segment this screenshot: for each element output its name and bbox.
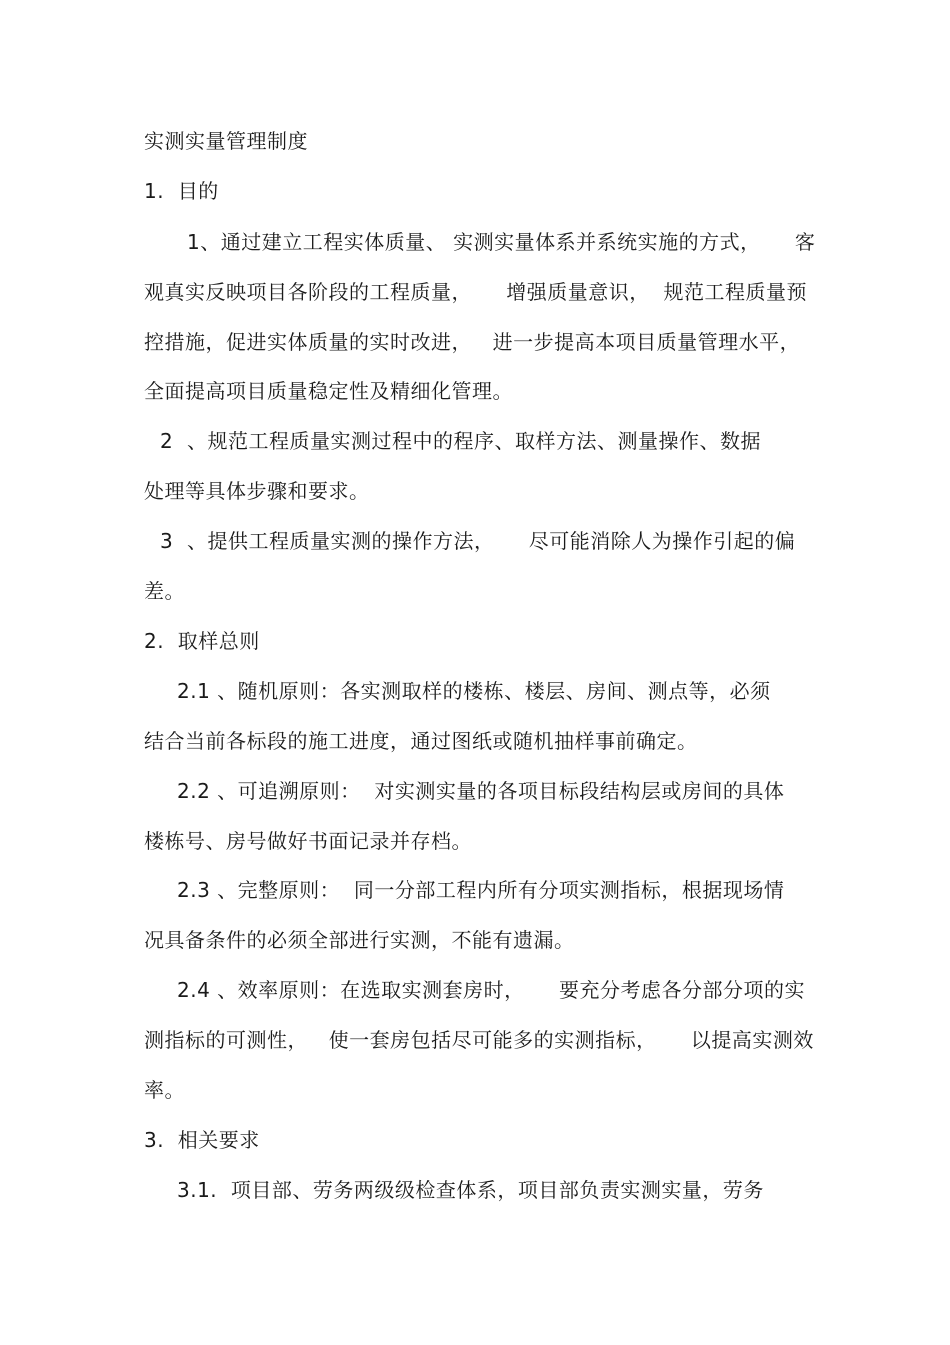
paragraph-line: 处理等具体步骤和要求。 — [144, 479, 370, 503]
section-heading: 2. 取样总则 — [144, 629, 260, 653]
paragraph-line: 楼栋号、房号做好书面记录并存档。 — [144, 829, 472, 853]
paragraph-line: 测指标的可测性， 使一套房包括尽可能多的实测指标， 以提高实测效 — [144, 1028, 814, 1052]
paragraph-line: 全面提高项目质量稳定性及精细化管理。 — [144, 379, 513, 403]
paragraph-line: 差。 — [144, 579, 185, 603]
paragraph-line: 2.2 、可追溯原则： 对实测实量的各项目标段结构层或房间的具体 — [177, 779, 785, 803]
paragraph-line: 1、通过建立工程实体质量、 实测实量体系并系统实施的方式， 客 — [187, 230, 816, 254]
section-heading: 3. 相关要求 — [144, 1128, 260, 1152]
paragraph-line: 2.3 、完整原则： 同一分部工程内所有分项实测指标，根据现场情 — [177, 878, 785, 902]
document-title: 实测实量管理制度 — [144, 129, 308, 153]
paragraph-line: 率。 — [144, 1078, 185, 1102]
paragraph-line: 3.1. 项目部、劳务两级级检查体系，项目部负责实测实量，劳务 — [177, 1178, 764, 1202]
paragraph-line: 结合当前各标段的施工进度，通过图纸或随机抽样事前确定。 — [144, 729, 698, 753]
paragraph-line: 况具备条件的必须全部进行实测，不能有遗漏。 — [144, 928, 575, 952]
section-heading: 1. 目的 — [144, 179, 219, 203]
paragraph-line: 3 、提供工程质量实测的操作方法， 尽可能消除人为操作引起的偏 — [160, 529, 796, 553]
paragraph-line: 控措施，促进实体质量的实时改进， 进一步提高本项目质量管理水平， — [144, 330, 801, 354]
paragraph-line: 观真实反映项目各阶段的工程质量， 增强质量意识， 规范工程质量预 — [144, 280, 808, 304]
paragraph-line: 2.4 、效率原则：在选取实测套房时， 要充分考虑各分部分项的实 — [177, 978, 805, 1002]
paragraph-line: 2 、规范工程质量实测过程中的程序、取样方法、测量操作、数据 — [160, 429, 761, 453]
paragraph-line: 2.1 、随机原则：各实测取样的楼栋、楼层、房间、测点等，必须 — [177, 679, 771, 703]
